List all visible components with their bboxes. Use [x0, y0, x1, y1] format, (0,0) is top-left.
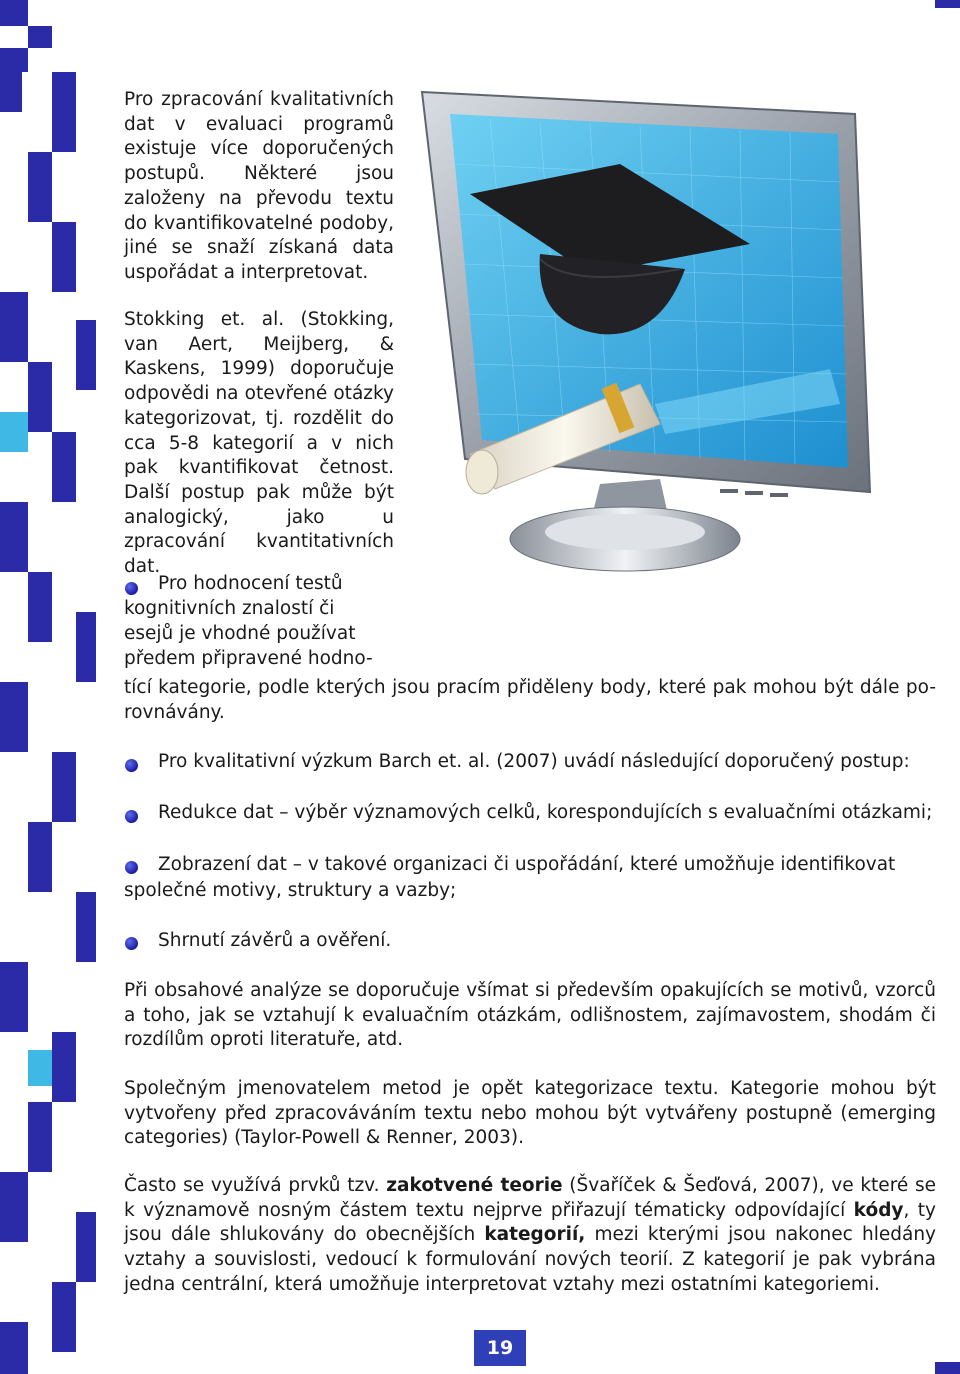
bold-grounded-theory: zakotvené teorie: [386, 1175, 563, 1196]
bullet-4-line-2: společné motivy, struktury a vazby;: [124, 880, 457, 901]
bullet-1-line-2: kognitivních znalostí či: [124, 598, 335, 619]
bullet-1-line-5: tící kategorie, podle kterých jsou pracím přiděleny body, které pak mohou být dále po-: [124, 677, 936, 698]
top-right-decoration: [935, 0, 960, 8]
bullet-1-line-1: Pro hodnocení testů: [158, 573, 343, 594]
content-analysis-paragraph: Při obsahové analýze se doporučuje všímat si především opakujících se motivů, vzorců a toho, jak se vztahují k evaluačním otázkám, odlišnostem, zajímavostem, shodám či rozdílům oproti literatuře, atd.: [124, 980, 936, 1051]
bullet-dot: [125, 810, 138, 823]
bold-categories: kategorií,: [484, 1224, 586, 1246]
page-number: 19: [474, 1330, 526, 1366]
bold-codes: kódy: [853, 1199, 904, 1221]
categorization-paragraph: Společným jmenovatelem metod je opět kategorizace textu. Kategorie mohou být vytvořeny před zpracováváním textu nebo mohou být vytvářeny postupně (emerging categories) (Taylor-Powell & Renner, 2003).: [124, 1078, 936, 1149]
bullet-4-line-1: Zobrazení dat – v takové organizaci či uspořádání, které umožňuje identifikovat: [158, 854, 896, 875]
bullet-1-line-6: rovnávány.: [124, 702, 225, 723]
bullet-dot: [125, 861, 138, 874]
bullet-1-line-4: předem připravené hodno-: [124, 648, 373, 669]
bottom-right-decoration: [935, 1362, 960, 1374]
left-decorative-strip: [0, 0, 100, 1374]
stokking-paragraph: Stokking et. al. (Stokking, van Aert, Meijberg, & Kaskens, 1999) doporučuje odpovědi na otevřené otázky kategorizovat, tj. rozdělit do cca 5-8 kategorií a v nich pak kvantifikovat četnost. Další postup pak může být analogický, jako u zpracování kvantitativních dat.: [124, 309, 394, 578]
bullet-dot: [125, 582, 138, 595]
bullet-2: Pro kvalitativní výzkum Barch et. al. (2007) uvádí následující doporučený postup:: [158, 751, 910, 772]
bullet-1-line-3: esejů je vhodné používat: [124, 623, 356, 644]
bullet-dot: [125, 759, 138, 772]
bullet-5: Shrnutí závěrů a ověření.: [158, 930, 392, 951]
graduation-cap-diploma-monitor-illustration: [410, 84, 955, 584]
intro-paragraph: Pro zpracování kvalitativních dat v evaluaci programů existuje více doporučených postupů. Některé jsou založeny na převodu textu do kvantifikovatelné podoby, jiné se snaží získaná data uspořádat a interpretovat.: [124, 89, 394, 283]
bullet-dot: [125, 937, 138, 950]
grounded-theory-paragraph: Často se využívá prvků tzv. zakotvené teorie (Švaříček & Šeďová, 2007), ve které se k významově nosným částem textu nejprve přiřazují tématicky odpovídající kódy, ty jsou dále shlukovány do obecnějších kategorií, mezi kterými jsou nakonec hledány vztahy a souvislosti, vedoucí k formulování nových teorií. Z kategorií je pak vybrána jedna centrální, která umožňuje interpretovat vztahy mezi ostatními kategoriemi.: [124, 1175, 936, 1295]
bullet-3: Redukce dat – výběr významových celků, korespondujících s evaluačními otázkami;: [158, 802, 933, 823]
